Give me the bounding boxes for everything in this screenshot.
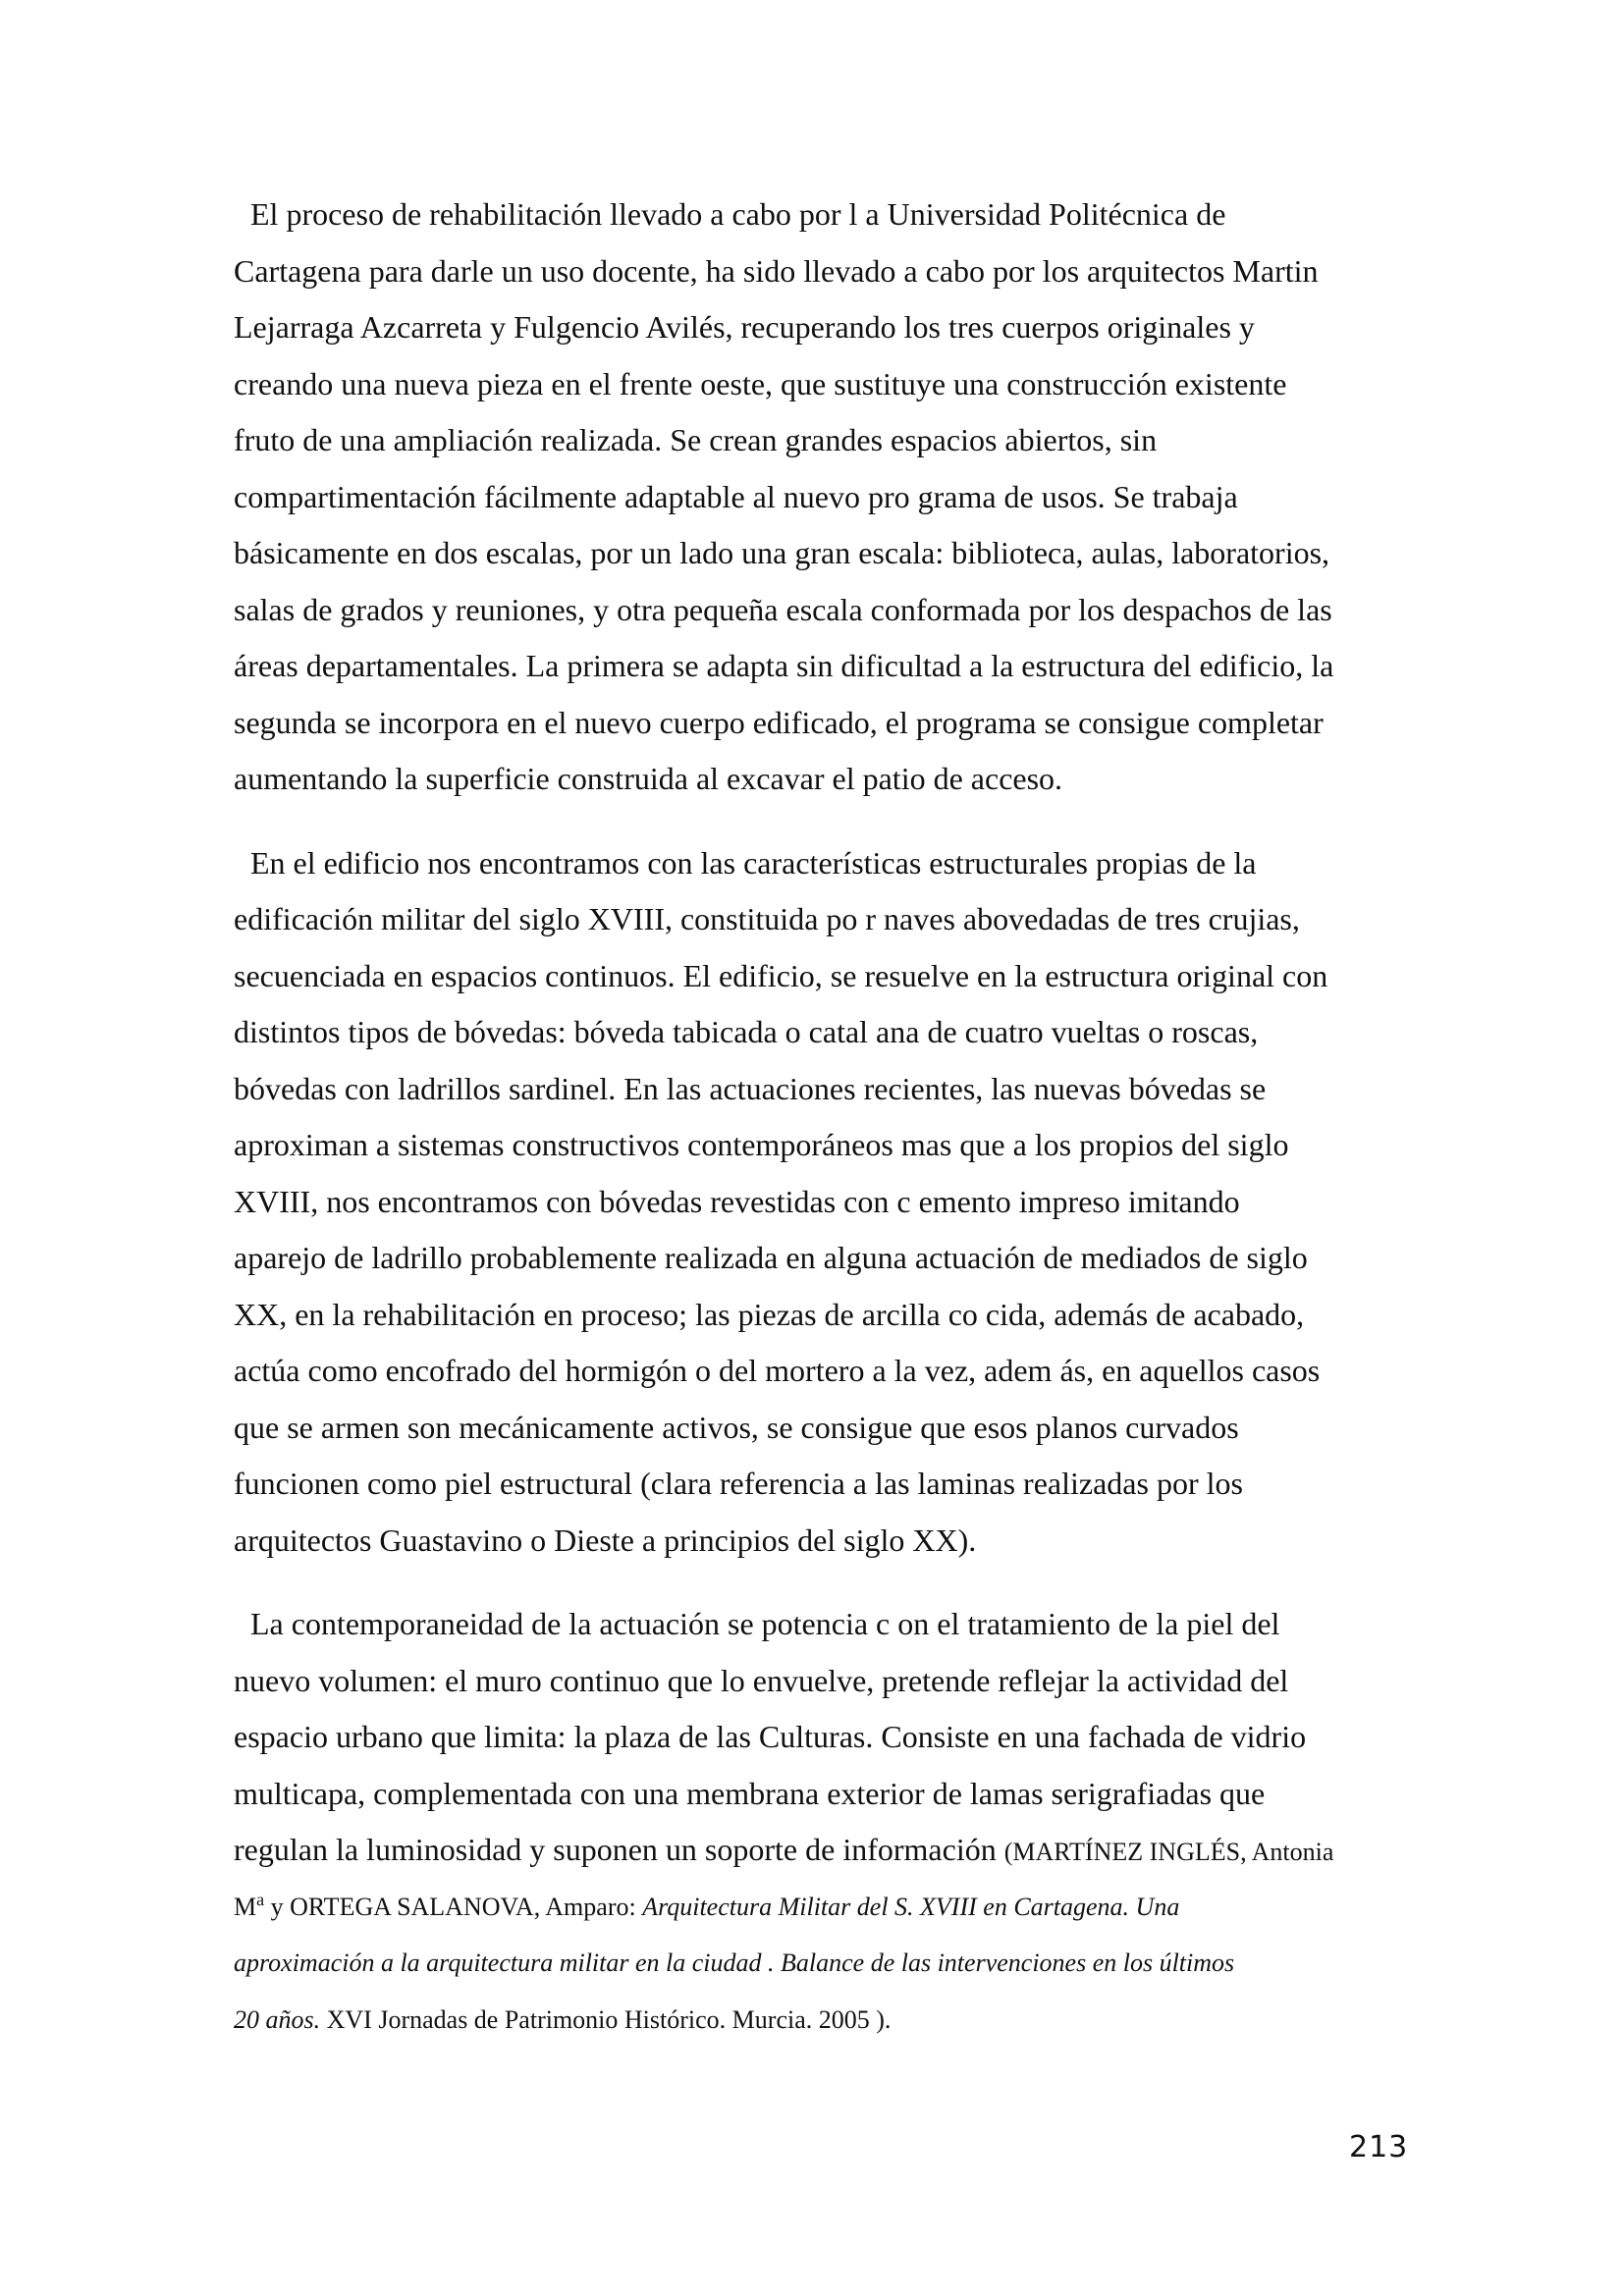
text-line: XX, en la rehabilitación en proceso; las piezas de arcilla co cida, además de acabado, bbox=[234, 1296, 1305, 1332]
citation-text: XVI Jornadas de Patrimonio Histórico. Murcia. 2005 ). bbox=[320, 2004, 892, 2034]
text-line: La contemporaneidad de la actuación se potencia c on el tratamiento de la piel del bbox=[250, 1606, 1280, 1641]
citation-title-line: aproximación a la arquitectura militar en la ciudad . Balance de las intervenciones en los últimos bbox=[234, 1949, 1235, 1977]
paragraph-1 bbox=[234, 187, 1392, 808]
text-line-with-reference bbox=[234, 1822, 1392, 1879]
text-line: XVIII, nos encontramos con bóvedas revestidas con c emento impreso imitando bbox=[234, 1183, 1240, 1219]
text-line: distintos tipos de bóvedas: bóveda tabicada o catal ana de cuatro vueltas o roscas, bbox=[234, 1014, 1259, 1049]
text-line: aparejo de ladrillo probablemente realizada en alguna actuación de mediados de siglo bbox=[234, 1240, 1308, 1275]
text-line: segunda se incorpora en el nuevo cuerpo edificado, el programa se consigue completar bbox=[234, 704, 1324, 740]
text-line: nuevo volumen: el muro continuo que lo envuelve, pretende reflejar la actividad del bbox=[234, 1662, 1289, 1698]
text-line: arquitectos Guastavino o Dieste a principios del siglo XX). bbox=[234, 1522, 977, 1558]
citation-line bbox=[234, 1992, 1392, 2049]
text-line: espacio urbano que limita: la plaza de las Culturas. Consiste en una fachada de vidrio bbox=[234, 1719, 1307, 1754]
paragraph-spacer bbox=[234, 808, 1392, 835]
citation-superscript: a bbox=[256, 1889, 265, 1909]
text-line: básicamente en dos escalas, por un lado una gran escala: biblioteca, aulas, laboratorios, bbox=[234, 535, 1330, 570]
text-fragment: regulan la luminosidad y suponen un soporte de información bbox=[234, 1832, 1004, 1867]
text-line: bóvedas con ladrillos sardinel. En las actuaciones recientes, las nuevas bóvedas se bbox=[234, 1070, 1267, 1106]
paragraph-spacer bbox=[234, 1569, 1392, 1596]
text-line: multicapa, complementada con una membrana exterior de lamas serigrafiadas que bbox=[234, 1775, 1266, 1811]
page-number: 213 bbox=[1349, 2130, 1409, 2164]
text-line: salas de grados y reuniones, y otra pequeña escala conformada por los despachos de las bbox=[234, 591, 1332, 627]
text-line: que se armen son mecánicamente activos, se consigue que esos planos curvados bbox=[234, 1409, 1239, 1445]
citation-line bbox=[234, 1879, 1392, 1936]
text-line: Lejarraga Azcarreta y Fulgencio Avilés, recuperando los tres cuerpos originales y bbox=[234, 309, 1255, 345]
text-line: actúa como encofrado del hormigón o del mortero a la vez, adem ás, en aquellos casos bbox=[234, 1353, 1321, 1388]
citation-start: (MARTÍNEZ INGLÉS, Antonia bbox=[1003, 1838, 1334, 1866]
citation-title: Arquitectura Militar del S. XVIII en Cartagena. Una bbox=[642, 1892, 1180, 1921]
text-line: fruto de una ampliación realizada. Se crean grandes espacios abiertos, sin bbox=[234, 422, 1158, 457]
text-line: compartimentación fácilmente adaptable al nuevo pro grama de usos. Se trabaja bbox=[234, 478, 1238, 514]
text-line: En el edificio nos encontramos con las características estructurales propias de la bbox=[250, 844, 1257, 881]
body-text bbox=[234, 187, 1392, 2048]
citation-text: y ORTEGA SALANOVA, Amparo: bbox=[264, 1892, 643, 1921]
text-line: áreas departamentales. La primera se adapta sin dificultad a la estructura del edificio, la bbox=[234, 648, 1334, 683]
text-line: aumentando la superficie construida al excavar el patio de acceso. bbox=[234, 761, 1063, 796]
text-line: creando una nueva pieza en el frente oeste, que sustituye una construcción existente bbox=[234, 365, 1287, 401]
text-line: secuenciada en espacios continuos. El edificio, se resuelve en la estructura original con bbox=[234, 957, 1328, 993]
paragraph-3 bbox=[234, 1596, 1392, 2048]
text-line: El proceso de rehabilitación llevado a cabo por l a Universidad Politécnica de bbox=[250, 196, 1226, 232]
text-line: aproximan a sistemas constructivos contemporáneos mas que a los propios del siglo bbox=[234, 1127, 1289, 1162]
text-line: funcionen como piel estructural (clara referencia a las laminas realizadas por los bbox=[234, 1466, 1243, 1501]
paragraph-2 bbox=[234, 835, 1392, 1570]
text-line: Cartagena para darle un uso docente, ha sido llevado a cabo por los arquitectos Martin bbox=[234, 252, 1319, 289]
citation-title: 20 años. bbox=[234, 2004, 321, 2034]
text-line: edificación militar del siglo XVIII, constituida po r naves abovedadas de tres crujias, bbox=[234, 901, 1300, 936]
citation-text: M bbox=[234, 1892, 257, 1921]
